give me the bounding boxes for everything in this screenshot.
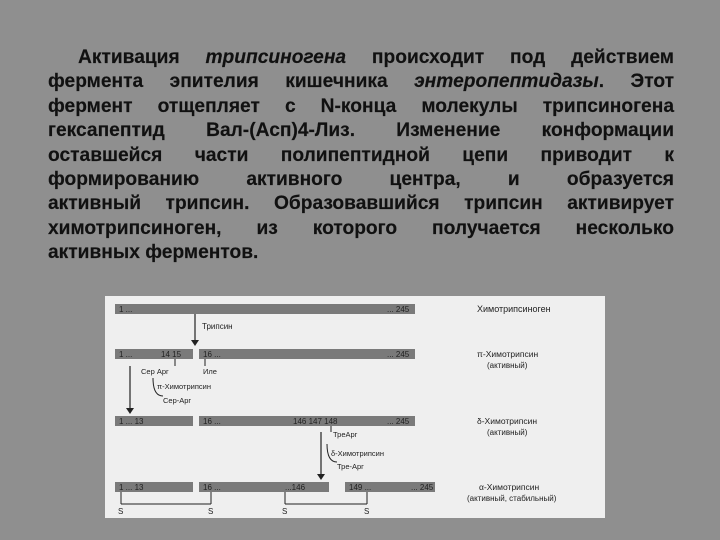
paragraph-line xyxy=(48,192,674,216)
released-thr-arg: Тре-Арг xyxy=(337,462,364,471)
label-alpha-state: (активный, стабильный) xyxy=(467,494,557,503)
bar2-end: ... 245 xyxy=(387,350,410,359)
paragraph-line xyxy=(48,70,674,94)
paragraph xyxy=(48,46,674,266)
paragraph-line xyxy=(48,241,674,265)
text-run: Активация xyxy=(78,47,206,68)
text-run: химотрипсиноген, из которого получается несколько xyxy=(48,217,674,239)
bar1-start: 1 ... xyxy=(119,305,133,314)
text-run: оставшейся части полипептидной цепи приводит к xyxy=(48,144,674,166)
text-run: активных ферментов. xyxy=(48,242,259,264)
arrowhead-2 xyxy=(126,408,134,414)
text-run: гексапептид Вал-(Асп)4-Лиз. Изменение конформации xyxy=(48,120,674,142)
bar3-b: 16 ... xyxy=(203,417,221,426)
text-run: активный трипсин. Образовавшийся трипсин активирует xyxy=(48,193,674,215)
bar4-a: 1 ... 13 xyxy=(119,483,144,492)
paragraph-line xyxy=(48,119,674,143)
label-alpha-name: α-Химотрипсин xyxy=(479,482,540,492)
bar4-b: 16 ... xyxy=(203,483,221,492)
ss-label-4: S xyxy=(364,507,370,516)
label-delta-state: (активный) xyxy=(487,428,528,437)
text-run: формированию активного центра, и образуется xyxy=(48,169,674,191)
ss-label-2: S xyxy=(208,507,214,516)
text-run: фермента эпителия кишечника xyxy=(48,71,415,93)
bar4-d: 149 ... xyxy=(349,483,372,492)
text-run: фермент отщепляет с N-конца молекулы трипсиногена xyxy=(48,95,674,117)
chymotrypsin-activation-diagram xyxy=(105,296,605,518)
paragraph-line xyxy=(48,144,674,168)
paragraph-line xyxy=(48,217,674,241)
chain-bar-2b xyxy=(199,349,415,359)
bar4-c: ...146 xyxy=(285,483,306,492)
arrowhead-3 xyxy=(317,474,325,480)
enzyme-delta: δ-Химотрипсин xyxy=(331,449,384,458)
ss-label-3: S xyxy=(282,507,288,516)
italic-term: энтеропептидазы xyxy=(414,71,599,93)
label-chymotrypsinogen: Химотрипсиноген xyxy=(477,304,551,314)
ss-label-1: S xyxy=(118,507,124,516)
paragraph-line xyxy=(48,46,674,70)
label-pi-name: π-Химотрипсин xyxy=(477,349,539,359)
bar2-a: 1 ... xyxy=(119,350,133,359)
label-delta-name: δ-Химотрипсин xyxy=(477,416,538,426)
paragraph-line xyxy=(48,168,674,192)
text-run: происходит под действием xyxy=(346,47,674,68)
text-run: . Этот xyxy=(598,71,674,93)
chain-bar-1 xyxy=(115,304,415,314)
diagram-svg xyxy=(105,296,605,518)
bar3-a: 1 ... 13 xyxy=(119,417,144,426)
enzyme-trypsin: Трипсин xyxy=(202,322,233,331)
enzyme-pi: π-Химотрипсин xyxy=(157,382,211,391)
bar3-end: ... 245 xyxy=(387,417,410,426)
arrowhead-1 xyxy=(191,340,199,346)
cut3-label: ТреАрг xyxy=(333,430,358,439)
bar3-c: 146 147 148 xyxy=(293,417,338,426)
cut2-left: Сер Арг xyxy=(141,367,169,376)
cut2-right: Иле xyxy=(203,367,217,376)
italic-term: трипсиногена xyxy=(205,47,347,68)
bar2-b: 14 15 xyxy=(161,350,182,359)
bar2-c: 16 ... xyxy=(203,350,221,359)
bar1-end: ... 245 xyxy=(387,305,410,314)
released-ser-arg: Сер-Арг xyxy=(163,396,192,405)
paragraph-line xyxy=(48,95,674,119)
label-pi-state: (активный) xyxy=(487,361,528,370)
bar4-end: ... 245 xyxy=(411,483,434,492)
